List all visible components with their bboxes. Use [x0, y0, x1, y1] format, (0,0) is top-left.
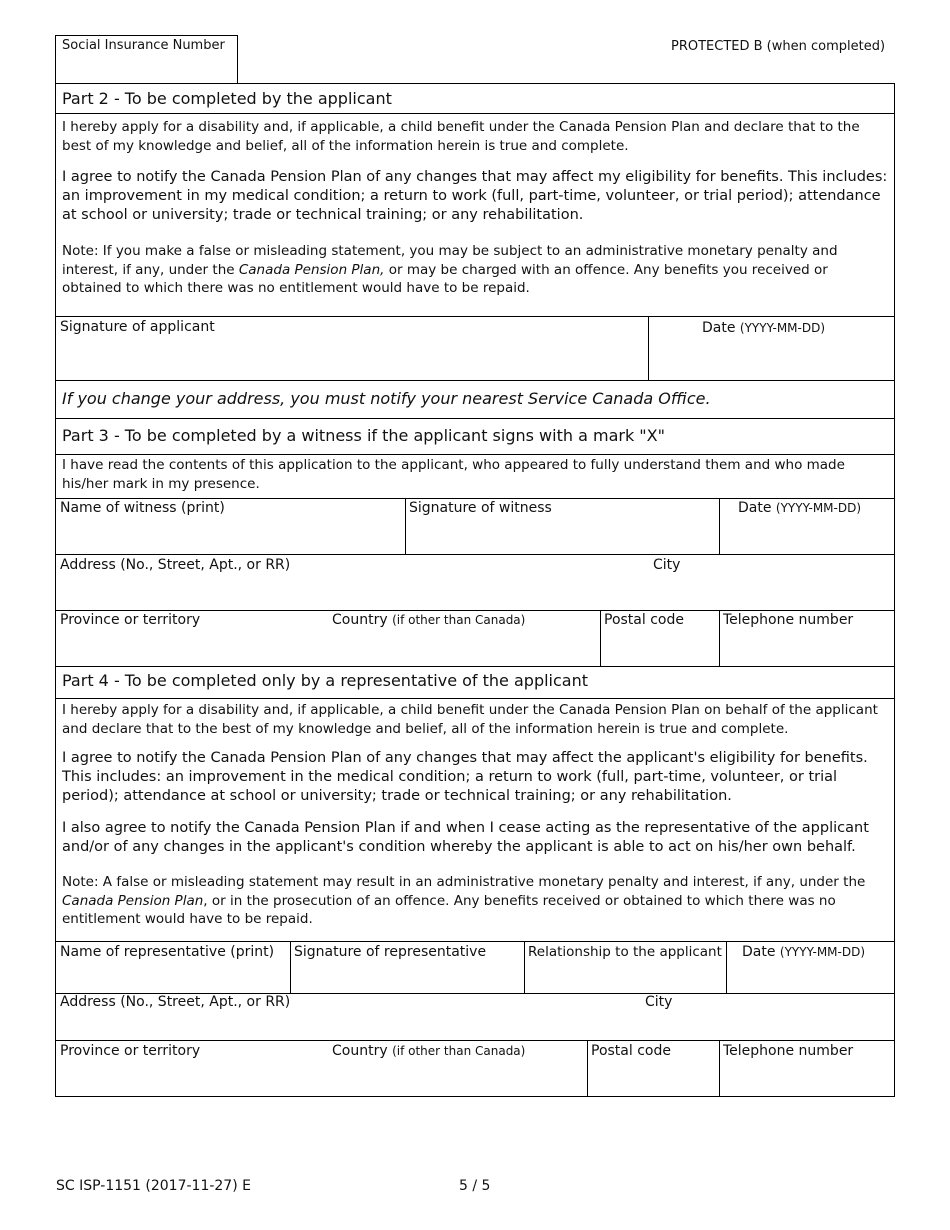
part2-note: [62, 242, 888, 298]
representative-address-field[interactable]: [55, 993, 895, 1041]
part3-statement-row: [55, 454, 895, 499]
part4-title-row: [55, 666, 895, 699]
witness-phone-field[interactable]: [719, 610, 895, 667]
relationship-label: Relationship to the applicant: [528, 944, 722, 960]
applicant-date-field[interactable]: [648, 316, 895, 381]
part2-note-b: or may be charged with an offence. Any benefits you received or obtained to which there was no entitlement would have to be repaid.: [62, 261, 828, 296]
representative-province-country-field[interactable]: [55, 1040, 588, 1097]
representative-country-label: Country (if other than Canada): [332, 1043, 526, 1059]
witness-name-field[interactable]: [55, 498, 406, 555]
representative-postal-label: Postal code: [591, 1043, 671, 1059]
part4-note-a: Note: A false or misleading statement may result in an administrative monetary penalty and interest, if any, under the: [62, 874, 866, 890]
witness-phone-label: Telephone number: [723, 612, 854, 628]
representative-postal-field[interactable]: [587, 1040, 720, 1097]
applicant-date-label: Date (YYYY-MM-DD): [702, 320, 826, 336]
part4-title: Part 4 - To be completed only by a representative of the applicant: [62, 671, 589, 690]
applicant-signature-field[interactable]: [55, 316, 649, 381]
part2-title-row: [55, 83, 895, 114]
representative-date-field[interactable]: [726, 941, 895, 994]
page-number: 5 / 5: [459, 1178, 491, 1194]
witness-signature-field[interactable]: [405, 498, 720, 555]
representative-signature-label: Signature of representative: [294, 944, 487, 960]
witness-city-label: City: [653, 557, 681, 573]
part4-agree: I agree to notify the Canada Pension Plan of any changes that may affect the applicant's eligibility for benefits. This includes: an improvement in the medical condition; a return to work (full, part-time, volunteer, or trial period); attendance at school or university; trade or technical training; or any rehabilitation.: [62, 750, 868, 804]
address-notice-row: [55, 380, 895, 419]
representative-province-label: Province or territory: [60, 1043, 201, 1059]
representative-city-label: City: [645, 994, 673, 1010]
witness-postal-label: Postal code: [604, 612, 684, 628]
sin-box[interactable]: [55, 35, 238, 84]
applicant-signature-label: Signature of applicant: [60, 319, 215, 335]
part2-agree: I agree to notify the Canada Pension Plan of any changes that may affect my eligibility for benefits. This includes: an improvement in my medical condition; a return to work (full, part-time, volunteer, or trial period); attendance at school or university; trade or technical training; or any rehabilitation.: [62, 169, 888, 223]
witness-province-country-field[interactable]: [55, 610, 601, 667]
witness-province-label: Province or territory: [60, 612, 201, 628]
representative-name-field[interactable]: [55, 941, 291, 994]
part3-statement: I have read the contents of this application to the applicant, who appeared to fully understand them and who made his/her mark in my presence.: [62, 457, 845, 492]
part4-note: [62, 873, 888, 929]
part2-title: Part 2 - To be completed by the applicant: [62, 89, 392, 108]
part4-body: [55, 698, 895, 942]
sin-label: Social Insurance Number: [62, 38, 225, 53]
witness-name-label: Name of witness (print): [60, 500, 225, 516]
witness-date-label: Date (YYYY-MM-DD): [738, 500, 862, 516]
part2-body: [55, 113, 895, 317]
form-id: SC ISP-1151 (2017-11-27) E: [56, 1178, 251, 1194]
part2-declaration: I hereby apply for a disability and, if applicable, a child benefit under the Canada Pension Plan and declare that to the best of my knowledge and belief, all of the information herein is true and complete.: [62, 119, 860, 154]
witness-postal-field[interactable]: [600, 610, 720, 667]
part2-note-a: Note: If you make a false or misleading statement, you may be subject to an administrative monetary penalty and interest, if any, under the: [62, 243, 838, 278]
representative-date-label: Date (YYYY-MM-DD): [742, 944, 866, 960]
witness-address-field[interactable]: [55, 554, 895, 611]
representative-phone-field[interactable]: [719, 1040, 895, 1097]
part4-note-b: , or in the prosecution of an offence. Any benefits received or obtained to which there was no entitlement would have to be repaid.: [62, 892, 836, 927]
witness-date-field[interactable]: [719, 498, 895, 555]
witness-address-label: Address (No., Street, Apt., or RR): [60, 557, 291, 573]
representative-phone-label: Telephone number: [723, 1043, 854, 1059]
relationship-field[interactable]: [524, 941, 727, 994]
part4-note-italic: Canada Pension Plan: [62, 892, 204, 909]
representative-signature-field[interactable]: [290, 941, 525, 994]
part2-note-italic: Canada Pension Plan,: [238, 261, 385, 278]
representative-name-label: Name of representative (print): [60, 944, 275, 960]
part4-cease: I also agree to notify the Canada Pension Plan if and when I cease acting as the representative of the applicant and/or of any changes in the applicant's condition whereby the applicant is able to act on his/her own behalf.: [62, 820, 869, 855]
protected-label: PROTECTED B (when completed): [671, 39, 886, 54]
address-notice: If you change your address, you must notify your nearest Service Canada Office.: [62, 389, 711, 408]
representative-address-label: Address (No., Street, Apt., or RR): [60, 994, 291, 1010]
witness-country-label: Country (if other than Canada): [332, 612, 526, 628]
part3-title-row: [55, 418, 895, 455]
part4-declaration: I hereby apply for a disability and, if applicable, a child benefit under the Canada Pension Plan on behalf of the applicant and declare that to the best of my knowledge and belief, all of the information herein is true and complete.: [62, 702, 878, 737]
witness-signature-label: Signature of witness: [409, 500, 552, 516]
part3-title: Part 3 - To be completed by a witness if the applicant signs with a mark "X": [62, 426, 665, 445]
